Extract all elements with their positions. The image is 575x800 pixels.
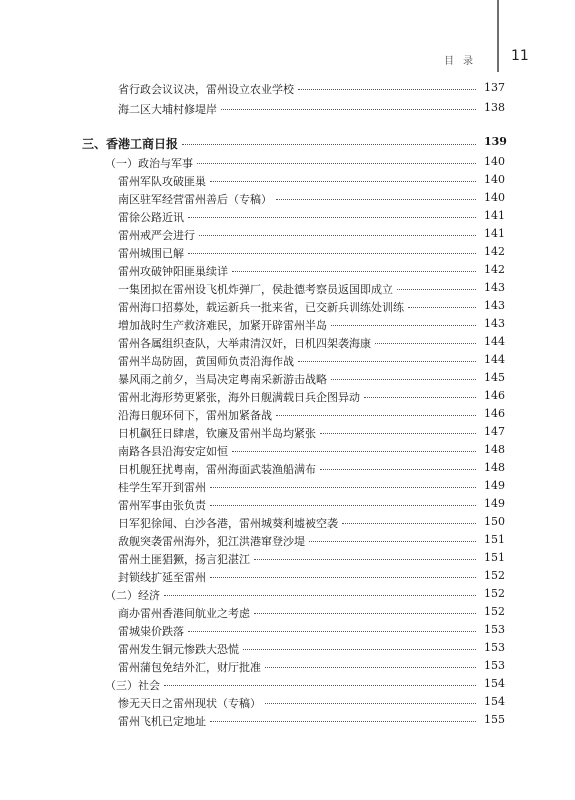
toc-entry-title: 沿海日舰环伺下，雷州加紧备战 [118,409,272,422]
toc-leader [188,631,476,632]
toc-leader [265,703,476,704]
toc-part-heading [0,135,507,152]
toc-leader [210,487,476,488]
toc-entry-title: 雷州各属组织查队，大举肃清汉奸，日机四架袭海康 [118,337,371,350]
toc-entry-page: 150 [484,515,505,528]
toc-entry-title: 南路各县沿海安定如恒 [118,445,228,458]
toc-entry-title: 雷城粜价跌落 [118,625,184,638]
toc-entry-title: 日机舰狂扰粤南，雷州海面武装渔船满布 [118,463,316,476]
toc-entry-title: 一集团拟在雷州设飞机炸弹厂，侯赴德考察员返国即成立 [118,283,393,296]
toc-entry [0,605,505,622]
toc-entry-title: 暴风雨之前夕，当局决定粤南采新游击战略 [118,373,327,386]
toc-entry-page: 154 [484,695,505,708]
toc-entry-page: 143 [484,281,505,294]
toc-leader [199,235,476,236]
toc-entry-page: 155 [484,713,505,726]
toc-entry [0,659,505,676]
toc-entry-page: 144 [484,353,505,366]
toc-leader [320,433,476,434]
toc-entry [0,245,505,262]
toc-entry-page: 144 [484,335,505,348]
toc-entry-title: 雷徐公路近讯 [118,211,184,224]
toc-entry [0,335,505,352]
toc-leader [265,667,476,668]
toc-leader [331,325,476,326]
toc-entry-page: 153 [484,659,505,672]
toc-leader [254,559,476,560]
toc-entry [0,299,505,316]
toc-leader [188,217,476,218]
toc-entry-title: 日军犯徐闻、白沙各港，雷州城葵利墟被空袭 [118,517,338,530]
toc-entry-title: 雷州半岛防固，黄国师负责沿海作战 [118,355,294,368]
toc-leader [342,523,476,524]
toc-entry [0,101,505,118]
toc-entry-page: 151 [484,551,505,564]
toc-entry-title: 敌舰突袭雷州海外，犯江洪港窜登沙堤 [118,535,305,548]
toc-entry-page: 153 [484,641,505,654]
toc-leader [320,469,476,470]
toc-entry-page: 146 [484,389,505,402]
toc-entry-title: 雷州攻破钟阳匪巢续详 [118,265,228,278]
toc-entry-page: 140 [484,191,505,204]
toc-entry-title: 雷州城围已解 [118,247,184,260]
toc-entry-title: （二）经济 [105,589,160,602]
toc-leader [232,451,476,452]
page-number: 11 [511,48,529,64]
toc-entry [0,569,505,586]
toc-entry [0,515,505,532]
toc-entry-title: 雷州发生铜元惨跌大恐慌 [118,643,239,656]
toc-leader [309,541,476,542]
toc-entry-title: 日机飙狂日肆虐，钦廉及雷州半岛均紧张 [118,427,316,440]
toc-entry-page: 143 [484,299,505,312]
toc-leader [188,253,476,254]
toc-entry-page: 145 [484,371,505,384]
toc-entry-title: 雷州蒲包免结外汇，财厅批准 [118,661,261,674]
toc-entry-title: （三）社会 [105,679,160,692]
toc-chapter-heading [0,677,505,694]
toc-leader [164,685,476,686]
toc-entry [0,81,505,98]
toc-entry-page: 148 [484,461,505,474]
toc-leader [210,505,476,506]
toc-entry-title: 海二区大埔村修堤岸 [118,103,217,116]
toc-entry-page: 152 [484,587,505,600]
toc-entry [0,353,505,370]
toc-entry [0,371,505,388]
toc-entry-title: 封锁线扩延至雷州 [118,571,206,584]
toc-entry-title: 桂学生军开到雷州 [118,481,206,494]
toc-entry-title: 雷州军事由张负责 [118,499,206,512]
toc-entry [0,407,505,424]
toc-entry [0,191,505,208]
toc-leader [164,595,476,596]
toc-entry [0,281,505,298]
toc-entry-title: 雷州戒严会进行 [118,229,195,242]
toc-leader [182,144,476,145]
toc-entry-title: （一）政治与军事 [105,157,193,170]
toc-entry-title: 雷州飞机已定地址 [118,715,206,728]
toc-entry-page: 142 [484,245,505,258]
toc-entry-page: 143 [484,317,505,330]
toc-chapter-heading [0,155,505,172]
toc-entry [0,443,505,460]
toc-entry [0,713,505,730]
toc-entry [0,461,505,478]
toc-entry-page: 154 [484,677,505,690]
header-rule [497,0,499,72]
toc-entry [0,389,505,406]
toc-entry [0,227,505,244]
toc-entry-title: 雷州北海形势更紧张，海外日舰满载日兵企图异动 [118,391,360,404]
toc-entry [0,695,505,712]
toc-leader [298,89,476,90]
toc-entry-title: 雷州海口招募处，载运新兵一批来省，已交新兵训练处训练 [118,301,404,314]
toc-leader [210,577,476,578]
toc-entry [0,497,505,514]
toc-entry-title: 惨无天日之雷州现状（专稿） [118,697,261,710]
toc-entry [0,533,505,550]
toc-entry [0,641,505,658]
toc-entry-page: 146 [484,407,505,420]
toc-entry-page: 147 [484,425,505,438]
toc-leader [243,649,476,650]
toc-entry-page: 139 [484,135,507,148]
toc-leader [232,271,476,272]
toc-entry-page: 138 [484,101,505,114]
toc-entry [0,209,505,226]
toc-entry [0,263,505,280]
toc-entry-page: 151 [484,533,505,546]
toc-entry [0,173,505,190]
toc-leader [375,343,476,344]
toc-leader [298,361,476,362]
running-header-section: 目录 [444,56,482,67]
toc-entry-page: 140 [484,173,505,186]
toc-entry [0,479,505,496]
toc-leader [276,415,476,416]
toc-leader [210,721,476,722]
toc-entry-page: 149 [484,497,505,510]
toc-entry-page: 149 [484,479,505,492]
toc-entry [0,317,505,334]
toc-entry-title: 雷州军队攻破匪巢 [118,175,206,188]
toc-leader [397,289,476,290]
toc-entry-title: 省行政会议议决，雷州设立农业学校 [118,83,294,96]
toc-entry-title: 增加战时生产救济难民，加紧开辟雷州半岛 [118,319,327,332]
toc-leader [276,199,476,200]
toc-chapter-heading [0,587,505,604]
toc-leader [331,379,476,380]
toc-entry-page: 137 [484,81,505,94]
toc-entry-page: 153 [484,623,505,636]
toc-leader [408,307,476,308]
toc-leader [221,109,476,110]
toc-entry-page: 141 [484,227,505,240]
toc-entry [0,425,505,442]
toc-entry-page: 142 [484,263,505,276]
toc-entry-title: 雷州土匪猖獗，扬言犯湛江 [118,553,250,566]
toc-entry-page: 148 [484,443,505,456]
toc-entry-title: 南区驻军经营雷州善后（专稿） [118,193,272,206]
toc-leader [254,613,476,614]
toc-entry-page: 152 [484,569,505,582]
toc-entry-title: 三、香港工商日报 [82,137,179,151]
toc-entry-page: 141 [484,209,505,222]
toc-leader [210,181,476,182]
toc-leader [197,163,476,164]
toc-entry-page: 152 [484,605,505,618]
toc-entry-page: 140 [484,155,505,168]
toc-entry [0,623,505,640]
toc-entry-title: 商办雷州香港间航业之考虑 [118,607,250,620]
toc-entry [0,551,505,568]
toc-leader [364,397,476,398]
